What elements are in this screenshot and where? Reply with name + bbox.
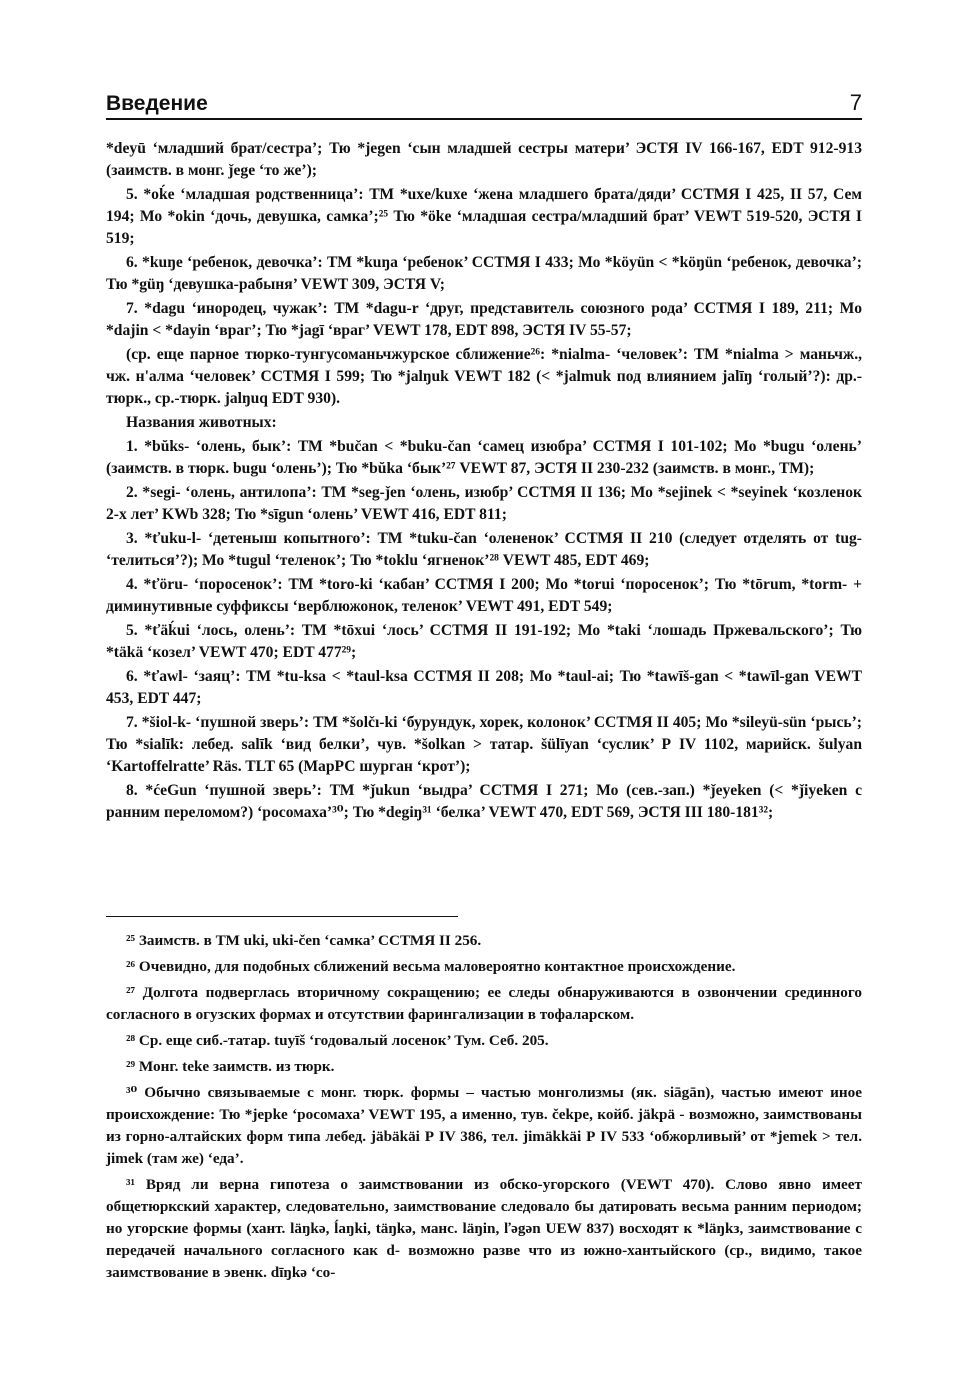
paragraph: 7. *dagu ‘инородец, чужак’: ТМ *dagu-r ‘друг, представитель союзного рода’ ССТМЯ I 189, 211; Мо *dajin < *dayin ‘враг’; Тю *jagī ‘враг’ VEWT 178, EDT 898, ЭСТЯ IV 55-57; bbox=[106, 300, 862, 339]
paragraph: 4. *ťöru- ‘поросенок’: ТМ *toro-ki ‘кабан’ ССТМЯ I 200; Мо *torui ‘поросенок’; Тю *tōrum, *torm- + диминутивные суффиксы ‘верблюжонок, теленок’ VEWT 491, EDT 549; bbox=[106, 576, 862, 615]
footnote: ²⁸ Ср. еще сиб.-татар. tuyīš ‘годовалый лосенок’ Тум. Себ. 205. bbox=[126, 1032, 549, 1049]
paragraph: 8. *ćeGun ‘пушной зверь’: ТМ *ǰukun ‘выдра’ ССТМЯ I 271; Мо (сев.-зап.) *ǰeyeken (< *ǰiyeken с ранним переломом?) ‘росомаха’³⁰; Тю *degiŋ³¹ ‘белка’ VEWT 470, EDT 569, ЭСТЯ III 180-181³²; bbox=[106, 782, 862, 821]
paragraph: 3. *ťuku-l- ‘детеныш копытного’: ТМ *tuku-čan ‘олененок’ ССТМЯ II 210 (следует отделять от tug- ‘телиться’?); Мо *tugul ‘теленок’; Тю *toklu ‘ягненок’²⁸ VEWT 485, EDT 469; bbox=[106, 530, 862, 569]
footnote: ²⁶ Очевидно, для подобных сближений весьма маловероятно контактное происхождение. bbox=[126, 958, 736, 975]
page-number: 7 bbox=[849, 90, 862, 115]
footnote: ³¹ Вряд ли верна гипотеза о заимствовании из обско-угорского (VEWT 470). Слово явно имеет общетюркский характер, следовательно, заимствование следовало бы датировать весьма ранним периодом; но угорские формы (хант. läŋkə, ĺаŋki, täŋkə, манс. läŋin, ľəgən UEW 837) восходят к *läŋkз, заимствование с передачей начального согласного как d- возможно разве что из южно-хантыйского (ср., видимо, такое заимствование в эвенк. dīŋkə ‘со- bbox=[106, 1176, 862, 1281]
footnotes bbox=[106, 930, 862, 1288]
paragraph: 5. *ťäḱui ‘лось, олень’: ТМ *tōxui ‘лось’ ССТМЯ II 191-192; Мо *taki ‘лошадь Пржевальского’; Тю *täkä ‘козел’ VEWT 470; EDT 477²⁹; bbox=[106, 622, 862, 661]
paragraph: (ср. еще парное тюрко-тунгусоманьчжурское сближение²⁶: *nialma- ‘человек’: ТМ *nialma > маньчж., чж. н'алма ‘человек’ ССТМЯ I 599; Тю *jalŋuk VEWT 182 (< *jalmuk под влиянием jalīŋ ‘голый’?): др.-тюрк., ср.-тюрк. jalŋuq EDT 930). bbox=[106, 346, 862, 407]
paragraph: 5. *oḱe ‘младшая родственница’: ТМ *uxe/kuxe ‘жена младшего брата/дяди’ ССТМЯ I 425, II 57, Сем 194; Мо *okin ‘дочь, девушка, самка’;²⁵ Тю *öke ‘младшая сестра/младший брат’ VEWT 519-520, ЭСТЯ I 519; bbox=[106, 186, 862, 247]
main-text bbox=[106, 138, 862, 826]
paragraph: 6. *ťawl- ‘заяц’: ТМ *tu-ksa < *taul-ksa ССТМЯ II 208; Мо *taul-ai; Тю *tawīš-gan < *tawīl-gan VEWT 453, EDT 447; bbox=[106, 668, 862, 707]
footnote: ³⁰ Обычно связываемые с монг. тюрк. формы – частью монголизмы (як. siāgān), частью имеют иное происхождение: Тю *jepke ‘росомаха’ VEWT 195, а именно, тув. čekpe, койб. jäkpä - возможно, заимствованы из горно-алтайских форм типа лебед. jäbäkäi Р IV 386, тел. jimäkkäi Р IV 533 ‘обжорливый’ от *jemek > тел. jimek (там же) ‘еда’. bbox=[106, 1084, 862, 1167]
footnote-separator bbox=[106, 916, 458, 917]
running-header bbox=[106, 88, 862, 120]
section-heading: Названия животных: bbox=[126, 414, 277, 431]
paragraph: 1. *bŭks- ‘олень, бык’: ТМ *bučan < *buku-čan ‘самец изюбра’ ССТМЯ I 101-102; Мо *bugu ‘олень’ (заимств. в тюрк. bugu ‘олень’); Тю *bŭka ‘бык’²⁷ VEWT 87, ЭСТЯ II 230-232 (заимств. в монг., ТМ); bbox=[106, 438, 862, 477]
paragraph: 6. *kuŋe ‘ребенок, девочка’: ТМ *kuŋa ‘ребенок’ ССТМЯ I 433; Мо *köyün < *köŋün ‘ребенок, девочка’; Тю *güŋ ‘девушка-рабыня’ VEWT 309, ЭСТЯ V; bbox=[106, 254, 862, 293]
footnote: ²⁷ Долгота подверглась вторичному сокращению; ее следы обнаруживаются в озвончении срединного согласного в огузских формах и отсутствии фарингализации в тофаларском. bbox=[106, 984, 862, 1023]
paragraph: 7. *šiol-k- ‘пушной зверь’: ТМ *šolčı-ki ‘бурундук, хорек, колонок’ ССТМЯ II 405; Мо *sileyü-sün ‘рысь’; Тю *sialīk: лебед. salīk ‘вид белки’, чув. *šolkan > татар. šülīyan ‘суслик’ Р IV 1102, марийск. šulyan ‘Kartoffelratte’ Räs. TLT 65 (МарРС шурган ‘крот’); bbox=[106, 714, 862, 775]
section-title: Введение bbox=[106, 92, 208, 115]
footnote: ²⁵ Заимств. в ТМ uki, uki-čen ‘самка’ ССТМЯ II 256. bbox=[126, 932, 482, 949]
paragraph: *deyū ‘младший брат/сестра’; Тю *jegen ‘сын младшей сестры матери’ ЭСТЯ IV 166-167, EDT 912-913 (заимств. в монг. ǰege ‘то же’); bbox=[106, 140, 862, 179]
paragraph: 2. *segi- ‘олень, антилопа’: ТМ *seg-ǰen ‘олень, изюбр’ ССТМЯ II 136; Мо *sejinek < *seyinek ‘козленок 2-х лет’ KWb 328; Тю *sīgun ‘олень’ VEWT 416, EDT 811; bbox=[106, 484, 862, 523]
footnote: ²⁹ Монг. teke заимств. из тюрк. bbox=[126, 1058, 335, 1075]
